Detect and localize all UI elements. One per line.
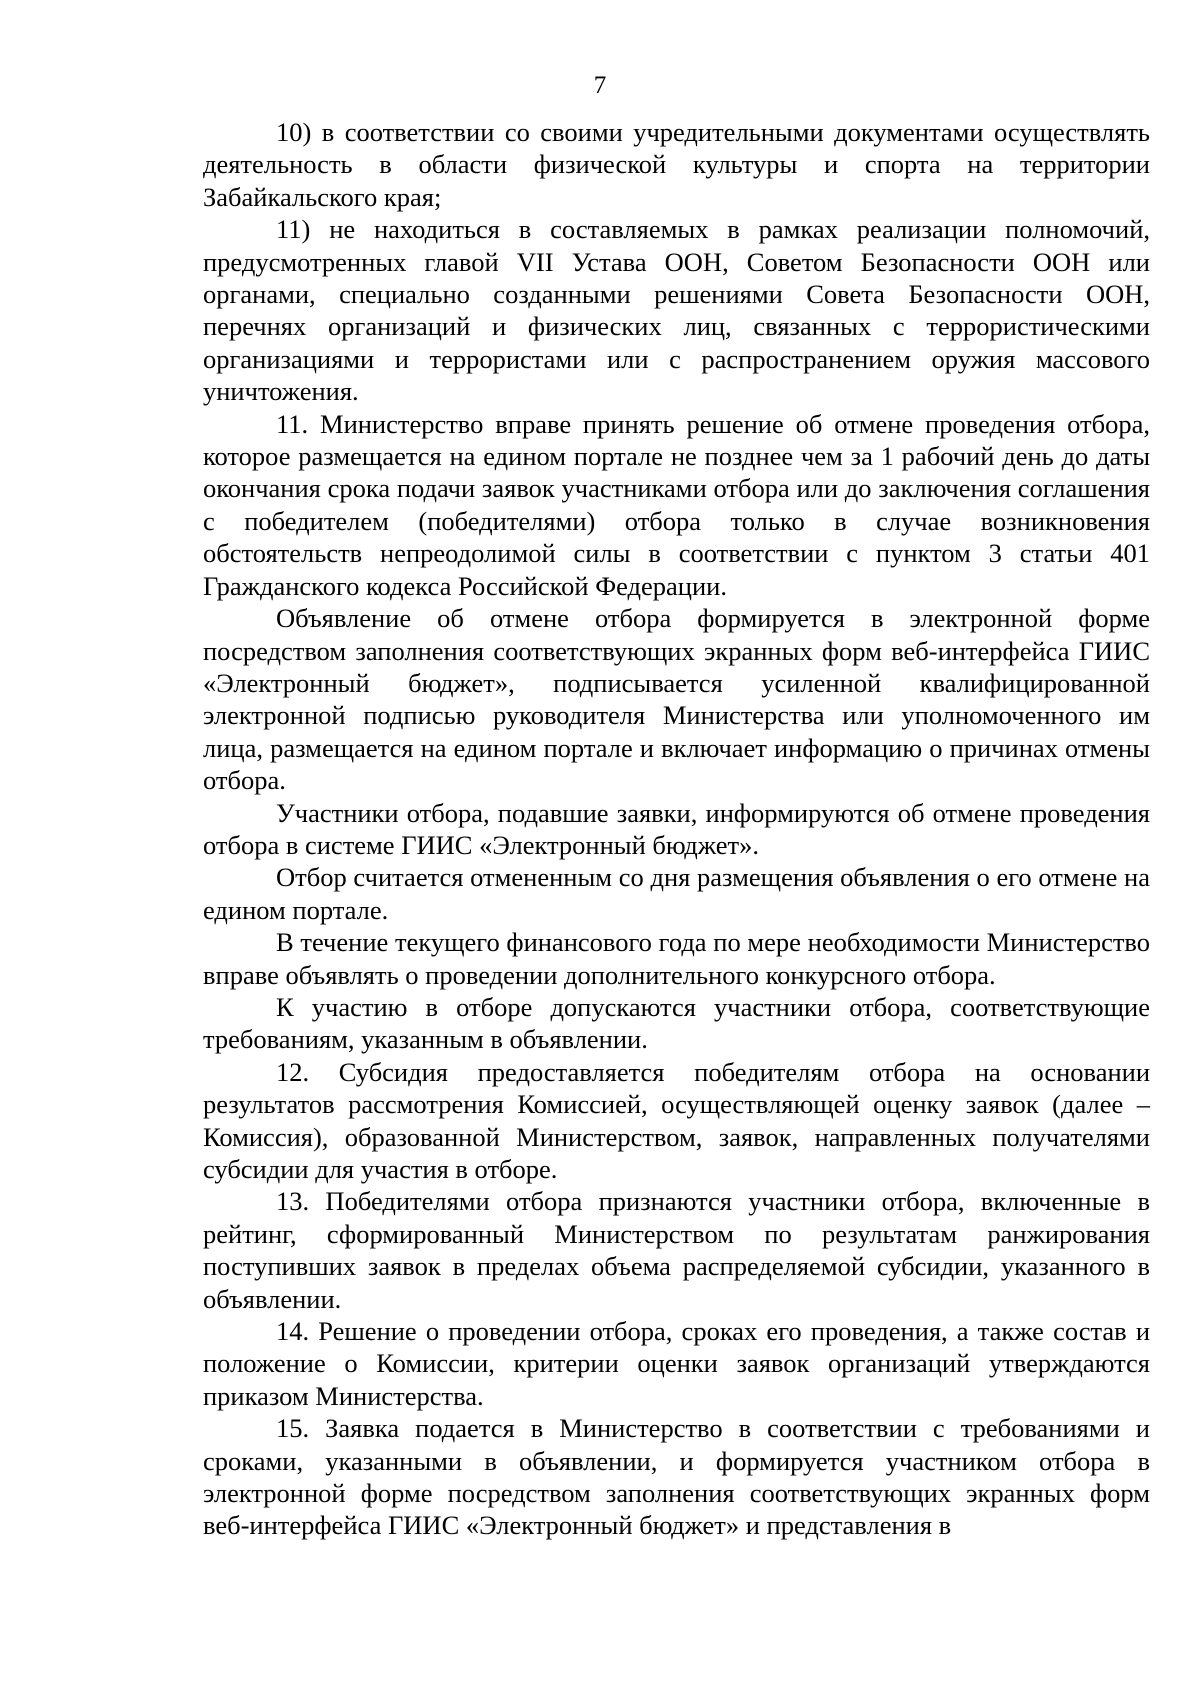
paragraph-participants-informed: Участники отбора, подавшие заявки, информируются об отмене проведения отбора в системе ГИИС «Электронный бюджет». [203, 797, 1150, 860]
paragraph-clause-14: 14. Решение о проведении отбора, сроках его проведения, а также состав и положение о Комиссии, критерии оценки заявок организаций утверждаются приказом Министерства. [203, 1316, 1150, 1411]
paragraph-admission: К участию в отборе допускаются участники отбора, соответствующие требованиям, указанным в объявлении. [203, 991, 1150, 1055]
paragraph-additional-selection: В течение текущего финансового года по мере необходимости Министерство вправе объявлять о проведении дополнительного конкурсного отбора. [203, 927, 1150, 990]
paragraph-clause-11: 11. Министерство вправе принять решение об отмене проведения отбора, которое размещается на едином портале не позднее чем за 1 рабочий день до даты окончания срока подачи заявок участниками отбора или до заключения соглашения с победителем (победителями) отбора только в случае возникновения обстоятельств непреодолимой силы в соответствии с пунктом 3 статьи 401 Гражданского кодекса Российской Федерации. [203, 408, 1150, 601]
paragraph-clause-15: 15. Заявка подается в Министерство в соответствии с требованиями и сроками, указанными в объявлении, и формируется участником отбора в электронной форме посредством заполнения соответствующих экранных форм веб-интерфейса ГИИС «Электронный бюджет» и представления в [203, 1413, 1150, 1541]
paragraph-cancellation-date: Отбор считается отмененным со дня размещения объявления о его отмене на едином портале. [203, 862, 1150, 925]
paragraph-item-11: 11) не находиться в составляемых в рамках реализации полномочий, предусмотренных главой VII Устава ООН, Советом Безопасности ООН или органами, специально созданными решениями Совета Безопасности ООН, перечнях организаций и физических лиц, связанных с террористическими организациями и террористами или с распространением оружия массового уничтожения. [203, 214, 1150, 407]
paragraph-clause-13: 13. Победителями отбора признаются участники отбора, включенные в рейтинг, сформированный Министерством по результатам ранжирования поступивших заявок в пределах объема распределяемой субсидии, указанного в объявлении. [203, 1186, 1150, 1314]
document-body [203, 116, 1150, 1542]
paragraph-cancellation-notice: Объявление об отмене отбора формируется в электронной форме посредством заполнения соответствующих экранных форм веб-интерфейса ГИИС «Электронный бюджет», подписывается усиленной квалифицированной электронной подписью руководителя Министерства или уполномоченного им лица, размещается на едином портале и включает информацию о причинах отмены отбора. [203, 603, 1150, 796]
paragraph-item-10: 10) в соответствии со своими учредительными документами осуществлять деятельность в области физической культуры и спорта на территории Забайкальского края; [203, 117, 1150, 212]
page-number: 7 [593, 72, 607, 99]
paragraph-clause-12: 12. Субсидия предоставляется победителям отбора на основании результатов рассмотрения Комиссией, осуществляющей оценку заявок (далее – Комиссия), образованной Министерством, заявок, направленных получателями субсидии для участия в отборе. [203, 1056, 1150, 1184]
